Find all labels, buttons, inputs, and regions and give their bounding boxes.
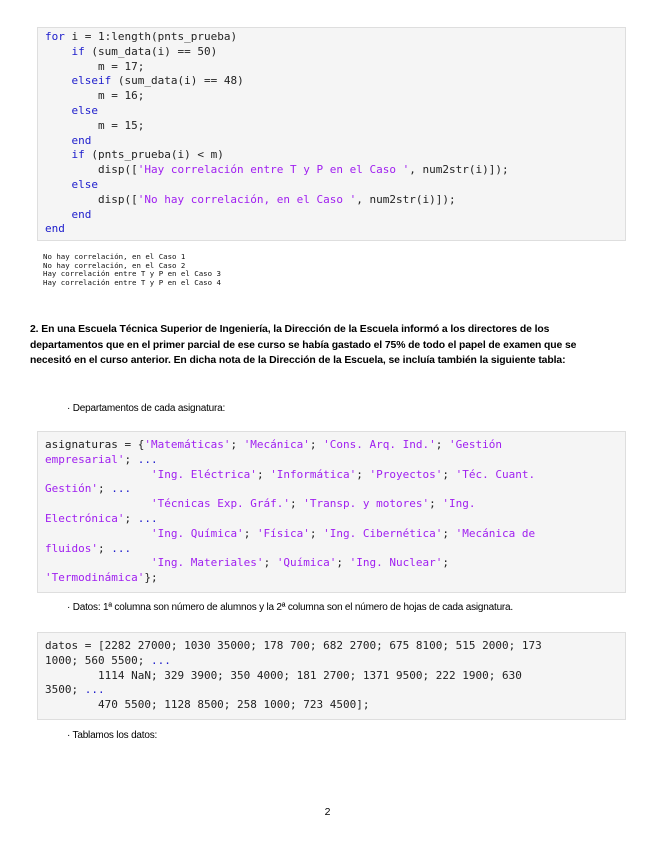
code-token: asignaturas = { xyxy=(45,438,145,451)
code-line xyxy=(45,639,625,654)
code-string: Electrónica' xyxy=(45,511,125,525)
code-string: 'Matemáticas' xyxy=(144,438,231,451)
code-token: 3500; xyxy=(45,683,85,697)
code-line xyxy=(45,683,625,698)
code-token: ; xyxy=(435,438,450,451)
code-token: ; xyxy=(429,497,443,511)
code-token: ; xyxy=(336,556,350,570)
code-string: 'No hay correlación, en el Caso ' xyxy=(137,192,357,206)
code-token: ; xyxy=(442,467,456,481)
code-string: 'Ing. Química' xyxy=(150,526,244,540)
code-line xyxy=(45,542,625,557)
code-keyword: end xyxy=(71,133,92,147)
code-token xyxy=(45,148,72,161)
code-token: }; xyxy=(144,571,158,585)
code-string: 'Cons. Arq. Ind.' xyxy=(323,438,436,451)
code-token: i = 1:length(pnts_prueba) xyxy=(64,30,238,43)
code-token: , num2str(i)]); xyxy=(409,163,509,177)
code-keyword: if xyxy=(71,44,85,58)
code-line xyxy=(45,208,625,223)
code-token: 1000; 560 5500; xyxy=(45,653,151,667)
code-string: 'Hay correlación entre T y P en el Caso ' xyxy=(137,163,410,177)
bullet-datos: · Datos: 1ª columna son número de alumnos y la 2ª columna son el número de hojas de cada asignatura. xyxy=(67,602,514,613)
bullet-tablamos: · Tablamos los datos: xyxy=(67,730,158,741)
code-token: ; xyxy=(356,467,370,481)
code-line xyxy=(45,571,625,586)
code-line xyxy=(45,148,625,163)
code-token xyxy=(45,208,72,221)
code-line xyxy=(45,222,625,237)
page-number: 2 xyxy=(324,806,331,818)
code-string: 'Física' xyxy=(256,526,310,540)
code-token xyxy=(45,134,72,147)
code-token: ... xyxy=(137,511,158,525)
code-line xyxy=(45,60,625,75)
code-line xyxy=(45,163,625,178)
code-token: (sum_data(i) == 48) xyxy=(111,74,244,88)
code-string: 'Ing. Materiales' xyxy=(150,556,264,570)
code-token: ; xyxy=(263,556,277,570)
code-line xyxy=(45,104,625,119)
code-string: 'Gestión xyxy=(449,438,502,451)
code-token: (sum_data(i) == 50) xyxy=(84,44,218,58)
code-line xyxy=(45,119,625,134)
code-token: ; xyxy=(256,467,271,481)
code-string: 'Mecánica de xyxy=(455,526,536,540)
code-line xyxy=(45,453,625,468)
code-line xyxy=(45,654,625,669)
code-token xyxy=(45,527,151,540)
code-string: 'Proyectos' xyxy=(369,467,443,481)
code-string: 'Informática' xyxy=(270,467,357,481)
code-token xyxy=(45,497,151,510)
code-string: 'Ing. xyxy=(442,497,476,511)
code-string: 'Mecánica' xyxy=(243,438,310,451)
code-token: disp([ xyxy=(45,163,138,177)
code-line xyxy=(45,698,625,713)
code-line xyxy=(45,527,625,542)
code-token: ; xyxy=(124,452,138,466)
code-token: ... xyxy=(84,683,105,697)
code-block-asignaturas xyxy=(37,431,626,593)
code-token: ; xyxy=(97,541,112,555)
code-token: m = 15; xyxy=(45,118,145,132)
code-token: ; xyxy=(290,497,304,511)
code-block-datos xyxy=(37,632,626,720)
code-string: 'Técnicas Exp. Gráf.' xyxy=(150,497,291,511)
code-keyword: for xyxy=(45,30,65,43)
code-line xyxy=(45,512,625,527)
code-token: ; xyxy=(442,526,456,540)
code-string: 'Química' xyxy=(276,556,337,570)
code-line xyxy=(45,45,625,60)
code-line xyxy=(45,497,625,512)
code-token: (pnts_prueba(i) < m) xyxy=(84,148,224,162)
code-token: ; xyxy=(243,526,257,540)
code-line xyxy=(45,438,625,453)
code-string: 'Termodinámica' xyxy=(45,571,145,585)
code-string: 'Téc. Cuant. xyxy=(455,467,536,481)
code-token: ; xyxy=(124,511,138,525)
code-string: 'Transp. y motores' xyxy=(303,497,430,511)
code-keyword: else xyxy=(71,103,98,117)
code-token: ; xyxy=(230,438,244,451)
code-token xyxy=(45,74,72,87)
code-token: 470 5500; 1128 8500; 258 1000; 723 4500]; xyxy=(45,698,370,712)
code-token: disp([ xyxy=(45,192,138,206)
code-token xyxy=(45,45,72,58)
code-token: ; xyxy=(309,438,324,451)
code-token: ... xyxy=(150,653,171,667)
code-string: 'Ing. Eléctrica' xyxy=(150,467,257,481)
code-string: empresarial' xyxy=(45,452,125,466)
code-string: 'Ing. Nuclear' xyxy=(349,556,443,570)
command-output: No hay correlación, en el Caso 1 No hay correlación, en el Caso 2 Hay correlación entre T y P en el Caso 3 Hay correlación entre T y P en el Caso 4 xyxy=(43,252,221,287)
code-token: ; xyxy=(309,526,324,540)
code-block-loop xyxy=(37,27,626,241)
code-token xyxy=(45,178,72,191)
code-token: 1114 NaN; 329 3900; 350 4000; 181 2700; 1371 9500; 222 1900; 630 xyxy=(45,668,522,682)
code-token: ; xyxy=(442,556,450,570)
code-line xyxy=(45,134,625,149)
code-token xyxy=(45,468,151,481)
code-token: , num2str(i)]); xyxy=(356,192,456,206)
code-token: ... xyxy=(111,482,132,496)
code-string: 'Ing. Cibernética' xyxy=(323,526,443,540)
code-token: datos = [2282 27000; 1030 35000; 178 700; 682 2700; 675 8100; 515 2000; 173 xyxy=(45,639,542,652)
section-heading: 2. En una Escuela Técnica Superior de Ingeniería, la Dirección de la Escuela informó a los directores de los departamentos que en el primer parcial de ese curso se había gastado el 75% de todo el papel de examen que se necesitó en el curso anterior. En dicha nota de la Dirección de la Escuela, se incluía también la siguiente tabla: xyxy=(30,324,577,367)
code-string: fluidos' xyxy=(45,541,98,555)
code-line xyxy=(45,556,625,571)
code-token: ... xyxy=(111,541,132,555)
code-line xyxy=(45,74,625,89)
code-keyword: end xyxy=(71,207,92,221)
code-string: Gestión' xyxy=(45,482,98,496)
code-line xyxy=(45,193,625,208)
code-token xyxy=(45,104,72,117)
code-line xyxy=(45,468,625,483)
code-token: m = 17; xyxy=(45,59,145,73)
code-token xyxy=(45,556,151,569)
code-keyword: else xyxy=(71,177,98,191)
code-keyword: end xyxy=(45,222,65,236)
code-keyword: if xyxy=(71,148,85,162)
code-line xyxy=(45,89,625,104)
code-token: ; xyxy=(97,482,112,496)
code-line xyxy=(45,178,625,193)
bullet-departamentos: · Departamentos de cada asignatura: xyxy=(67,403,226,414)
code-keyword: elseif xyxy=(71,74,112,88)
code-line xyxy=(45,30,625,45)
code-token: ... xyxy=(137,452,158,466)
code-line xyxy=(45,482,625,497)
code-token: m = 16; xyxy=(45,89,145,103)
code-line xyxy=(45,669,625,684)
